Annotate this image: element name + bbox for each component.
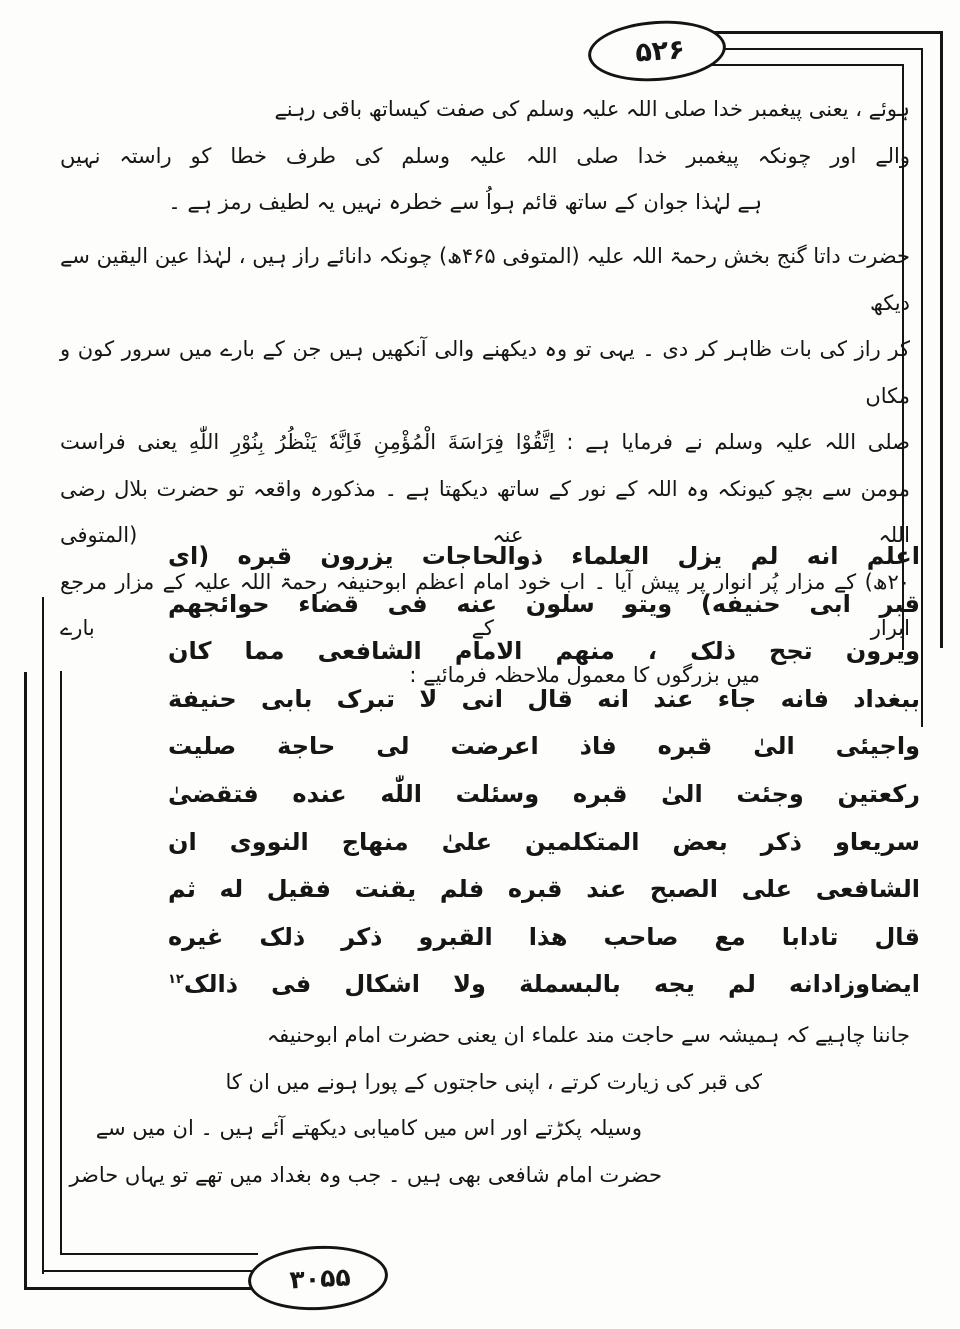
arabic-quote-block — [168, 533, 920, 1009]
urdu-paragraph-1 — [60, 86, 910, 226]
urdu-paragraph-3 — [60, 1012, 910, 1198]
text-line: جاننا چاہیے کہ ہمیشہ سے حاجت مند علماء ان یعنی حضرت امام ابوحنیفہ — [266, 1023, 910, 1047]
text-line: ۲۰ھ) کے مزار پُر انوار پر پیش آیا ۔ اب خود امام اعظم ابوحنیفہ رحمۃ اللہ علیہ کے مزار مرجع ابرار کے بارے — [60, 569, 910, 640]
frame-line-left-outer — [24, 672, 27, 1290]
frame-line-bottom-inner — [60, 1253, 258, 1255]
text-line: ہے لہٰذا جوان کے ساتھ قائم ہواُ سے خطرہ نہیں یہ لطیف رمز ہے ۔ — [168, 190, 762, 214]
text-line: والے اور چونکہ پیغمبر خدا صلی اللہ علیہ وسلم کی طرف خطا کو راستہ نہیں — [60, 143, 910, 168]
arabic-line: واجیئی الیٰ قبره فاذ اعرضت لی حاجة صلیت — [168, 732, 920, 761]
text-line: مومن سے بچو کیونکہ وہ اللہ کے نور کے ساتھ دیکھتا ہے ۔ مذکورہ واقعہ تو حضرت بلال رضی اللہ عنہ (المتوفی — [60, 476, 910, 547]
text-line: ہوئے ، یعنی پیغمبر خدا صلی اللہ علیہ وسلم کی صفت کیساتھ باقی رہنے — [274, 97, 910, 121]
text-line: میں بزرگوں کا معمول ملاحظہ فرمائیے : — [409, 662, 760, 687]
arabic-line: الشافعی علی الصبح عند قبره فلم یقنت فقیل له ثم — [168, 875, 920, 904]
arabic-line: قال تادابا مع صاحب هذا القبرو ذکر ذلک غیره — [168, 922, 920, 951]
serial-number-cartouche — [246, 1242, 389, 1313]
serial-number: ۳۰۵۵ — [288, 1261, 352, 1294]
frame-line-bottom-middle — [42, 1270, 258, 1272]
arabic-line: اعلم انه لم يزل العلماء ذوالحاجات يزرون قبره (ای — [168, 542, 920, 570]
frame-line-top-outer — [706, 31, 943, 34]
page-number-cartouche — [586, 16, 728, 85]
arabic-line: ببغداد فانه جاء عند انه قال انی لا تبرک بابی حنیفة — [168, 684, 920, 713]
arabic-line-with-footnote — [168, 961, 920, 1009]
text-line: کر راز کی بات ظاہر کر دی ۔ یہی تو وہ دیکھنے والی آنکھیں ہیں جن کے بارے میں سرور کون و مکاں — [60, 337, 910, 408]
frame-line-left-middle — [42, 597, 44, 1274]
text-line: صلی اللہ علیہ وسلم نے فرمایا ہے : اِتَّقُوْا فِرَاسَةَ الْمُؤْمِنِ فَاِنَّهٗ يَنْظُرُ بِنُوْرِ اللّٰهِ یعنی فراست — [60, 430, 910, 454]
frame-line-right-outer — [940, 31, 943, 648]
page-number: ۵۲۶ — [634, 33, 686, 68]
text-line: وسیلہ پکڑتے اور اس میں کامیابی دیکھتے آئے ہیں ۔ ان میں سے — [95, 1116, 642, 1140]
frame-line-right-middle — [921, 48, 923, 727]
text-line: کی قبر کی زیارت کرتے ، اپنی حاجتوں کے پورا ہونے میں ان کا — [225, 1069, 762, 1094]
arabic-line-text: ایضاوزادانه لم یجه بالبسملة ولا اشکال فی ذالک — [183, 970, 920, 999]
arabic-line: قبر ابی حنیفه) ويتو سلون عنه فی قضاء حوائجهم — [168, 589, 920, 618]
text-line: حضرت امام شافعی بھی ہیں ۔ جب وہ بغداد میں تھے تو یہاں حاضر — [69, 1162, 662, 1187]
frame-line-top-inner — [694, 64, 904, 66]
text-line: حضرت داتا گنج بخش رحمۃ اللہ علیہ (المتوفی ۴۶۵ھ) چونکہ دانائے راز ہیں ، لہٰذا عین الیقین سے دیکھ — [60, 244, 910, 315]
frame-line-top-middle — [699, 48, 923, 50]
arabic-line: سریعاو ذکر بعض المتکلمین علیٰ منهاج النووی ان — [168, 827, 920, 856]
frame-line-bottom-outer — [24, 1287, 258, 1290]
arabic-line: ويرون تجح ذلک ، منهم الامام الشافعی مما کان — [168, 637, 920, 666]
arabic-line: رکعتین وجئت الیٰ قبره وسئلت اللّٰه عنده فتقضیٰ — [168, 779, 920, 808]
footnote-marker: ۱۲ — [168, 972, 184, 988]
